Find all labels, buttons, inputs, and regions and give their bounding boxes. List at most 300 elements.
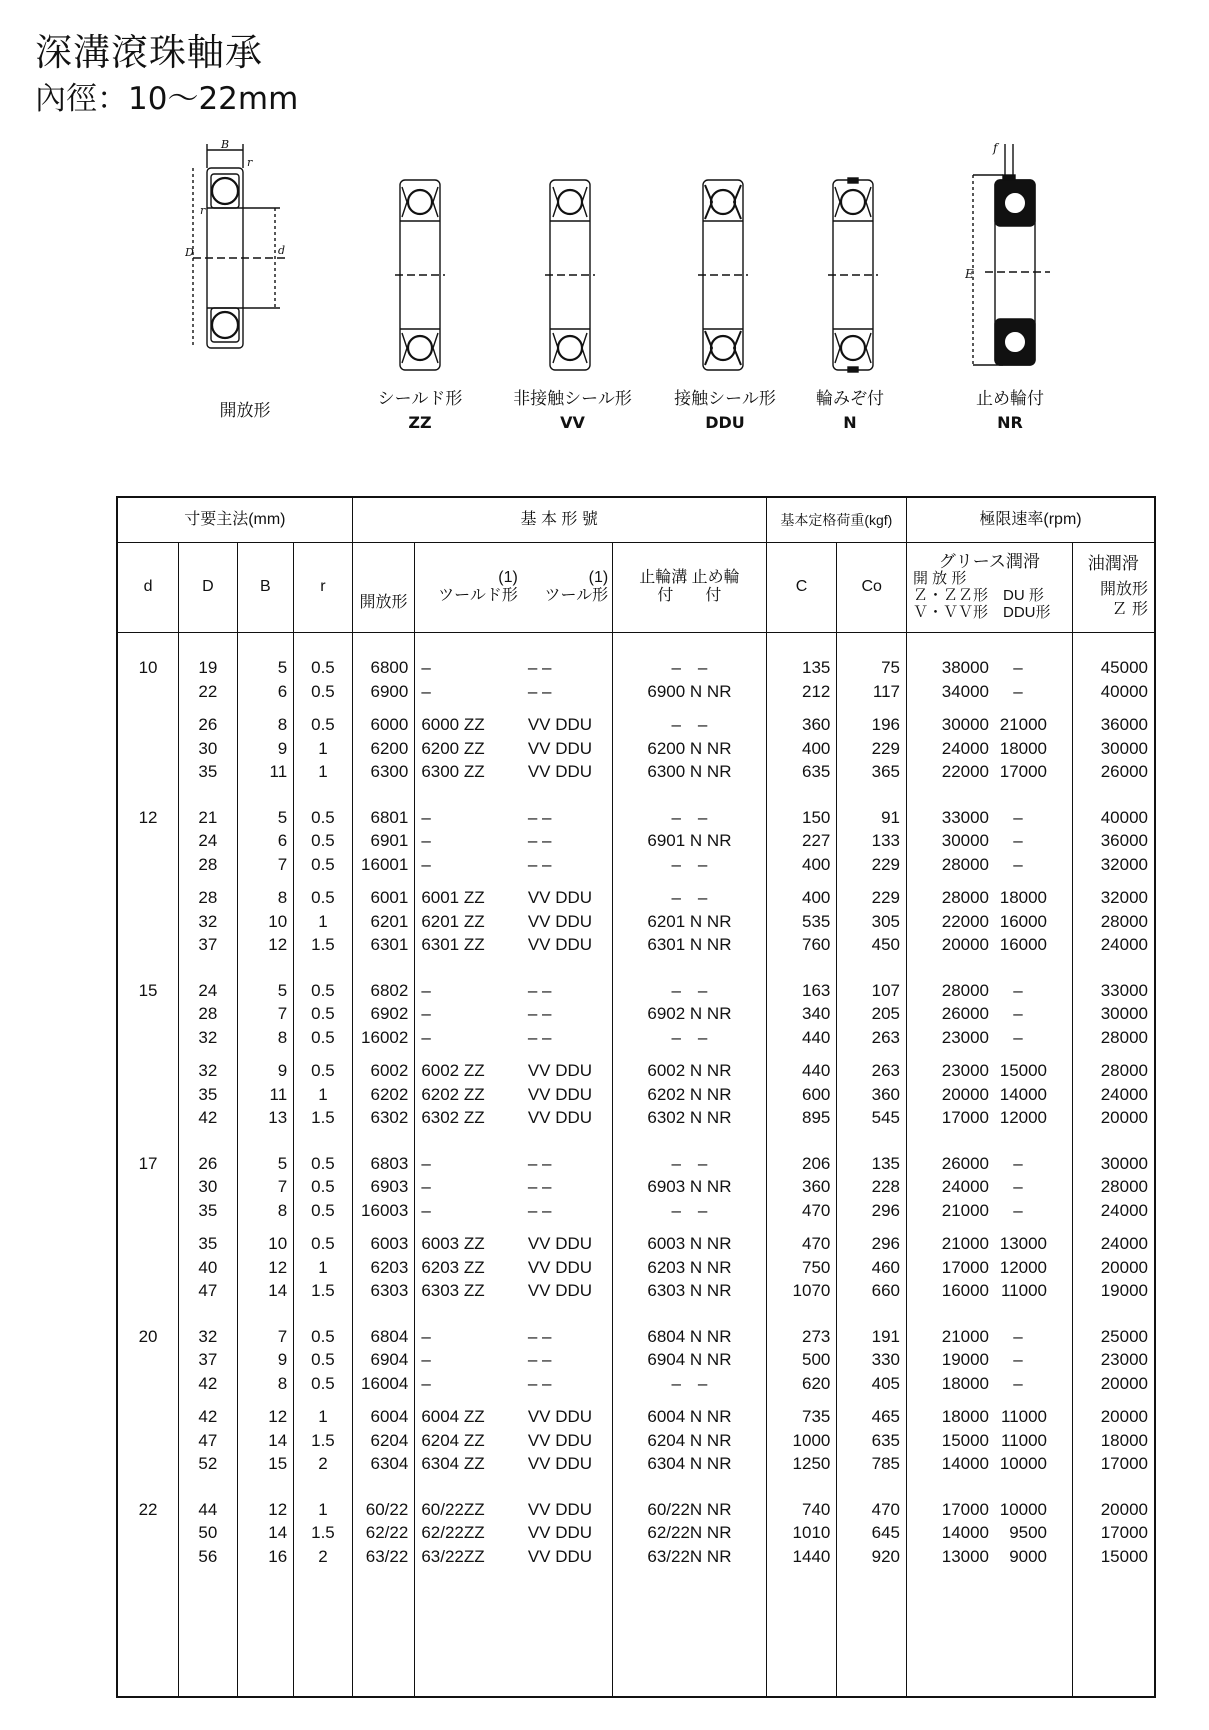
cell-grease-speed: 22000 16000 bbox=[941, 911, 1048, 931]
cell-seal-type: VV DDU bbox=[527, 1084, 593, 1104]
cell-open-type: 16001 bbox=[361, 854, 409, 874]
cell-seal-type: – – bbox=[527, 807, 552, 827]
cell-outer-D: 24 bbox=[198, 831, 218, 850]
cell-width-B: 7 bbox=[277, 1326, 288, 1346]
cell-snap-type: 6202 N NR bbox=[647, 1084, 732, 1104]
cell-grease-speed: 23000 15000 bbox=[941, 1061, 1048, 1080]
cell-width-B: 5 bbox=[277, 980, 288, 1000]
cell-seal-type: VV DDU bbox=[527, 1454, 593, 1473]
header-grease: グリース潤滑 開 放 形 Ｚ・ＺＺ形 DU 形 Ｖ・ＶＶ形 DDU形 bbox=[907, 542, 1073, 632]
cell-open-type: 6304 bbox=[370, 1454, 409, 1473]
cell-oil-speed: 40000 bbox=[1100, 807, 1148, 827]
cell-snap-type: – – bbox=[671, 807, 708, 827]
cell-dynamic-load: 470 bbox=[801, 1200, 831, 1220]
cell-width-B: 5 bbox=[277, 807, 288, 827]
cell-grease-speed: 30000 – bbox=[941, 831, 1023, 850]
cell-static-load: 660 bbox=[871, 1281, 901, 1300]
cell-grease-speed: 23000 – bbox=[941, 1027, 1023, 1047]
cell-shield-type: – bbox=[421, 980, 431, 1000]
cell-shield-type: 63/22ZZ bbox=[421, 1546, 485, 1566]
cell-seal-type: – – bbox=[527, 854, 552, 874]
diagram-n bbox=[828, 175, 878, 375]
cell-seal-type: VV DDU bbox=[527, 762, 593, 781]
header-dims: 寸要主法(mm) bbox=[117, 497, 352, 542]
cell-dynamic-load: 150 bbox=[801, 807, 831, 827]
cell-seal-type: – – bbox=[527, 1200, 552, 1220]
cell-open-type: 16003 bbox=[361, 1200, 409, 1220]
cell-radius-r: 1 bbox=[318, 1257, 328, 1277]
cell-oil-speed: 28000 bbox=[1100, 911, 1148, 931]
cell-open-type: 6002 bbox=[370, 1061, 409, 1080]
cell-dynamic-load: 895 bbox=[801, 1108, 831, 1127]
cell-oil-speed: 20000 bbox=[1100, 1499, 1148, 1519]
cell-snap-type: – – bbox=[671, 980, 708, 1000]
cell-oil-speed: 36000 bbox=[1100, 715, 1148, 734]
diagram-vv bbox=[545, 175, 595, 375]
cell-seal-type: – – bbox=[527, 1153, 552, 1173]
cell-empty bbox=[118, 760, 178, 784]
cell-open-type: 6204 bbox=[370, 1430, 409, 1450]
cell-static-load: 450 bbox=[871, 935, 901, 954]
cell-outer-D: 30 bbox=[198, 1177, 218, 1196]
cell-grease-speed: 28000 – bbox=[941, 980, 1023, 1000]
cell-width-B: 12 bbox=[268, 1499, 288, 1519]
cell-grease-speed: 28000 18000 bbox=[941, 888, 1048, 907]
cell-open-type: 6800 bbox=[370, 658, 409, 677]
cell-width-B: 16 bbox=[268, 1546, 288, 1566]
cell-seal-type: VV DDU bbox=[527, 715, 593, 734]
cell-seal-type: VV DDU bbox=[527, 888, 593, 907]
cell-snap-type: 6804 N NR bbox=[647, 1326, 732, 1346]
cell-radius-r: 0.5 bbox=[311, 1200, 335, 1220]
cell-snap-type: 6301 N NR bbox=[647, 935, 732, 954]
cell-grease-speed: 22000 17000 bbox=[941, 762, 1048, 781]
cell-snap-type: 6902 N NR bbox=[647, 1004, 732, 1023]
cell-shield-type: 6000 ZZ bbox=[421, 715, 485, 734]
cell-static-load: 191 bbox=[871, 1326, 901, 1346]
cell-width-B: 9 bbox=[277, 1350, 288, 1369]
cell-dynamic-load: 360 bbox=[801, 715, 831, 734]
cell-open-type: 6203 bbox=[370, 1257, 409, 1277]
cell-seal-type: – – bbox=[527, 1004, 552, 1023]
cell-oil-speed: 33000 bbox=[1100, 980, 1148, 1000]
cell-shield-type: – bbox=[421, 1373, 431, 1393]
cell-grease-speed: 21000 – bbox=[941, 1326, 1023, 1346]
cell-outer-D: 35 bbox=[198, 1234, 218, 1253]
cell-open-type: 6003 bbox=[370, 1234, 409, 1253]
cell-shield-type: 6003 ZZ bbox=[421, 1234, 485, 1253]
cell-width-B: 9 bbox=[277, 738, 288, 758]
diagram-ddu bbox=[698, 175, 748, 375]
cell-radius-r: 0.5 bbox=[311, 715, 335, 734]
cell-empty bbox=[118, 933, 178, 957]
cell-bore-d: 10 bbox=[138, 658, 158, 677]
cell-dynamic-load: 273 bbox=[801, 1326, 831, 1346]
cell-outer-D: 35 bbox=[198, 762, 218, 781]
cell-open-type: 6302 bbox=[370, 1108, 409, 1127]
cell-outer-D: 30 bbox=[198, 738, 218, 758]
cell-open-type: 6200 bbox=[370, 738, 409, 758]
table-body-row bbox=[117, 632, 1155, 1697]
cell-width-B: 8 bbox=[277, 1200, 288, 1220]
cell-shield-type: 6200 ZZ bbox=[421, 738, 485, 758]
svg-text:D: D bbox=[185, 246, 194, 259]
cell-open-type: 6904 bbox=[370, 1350, 409, 1369]
cell-empty bbox=[118, 1545, 178, 1569]
cell-seal-type: VV DDU bbox=[527, 1108, 593, 1127]
cell-oil-speed: 19000 bbox=[1100, 1281, 1148, 1300]
header-d: d bbox=[117, 542, 179, 632]
cell-width-B: 10 bbox=[268, 1234, 288, 1253]
cell-oil-speed: 30000 bbox=[1100, 1004, 1148, 1023]
cell-radius-r: 1 bbox=[318, 762, 328, 781]
cell-static-load: 205 bbox=[871, 1004, 901, 1023]
cell-empty bbox=[118, 1002, 178, 1026]
cell-radius-r: 1 bbox=[318, 738, 328, 758]
cell-empty bbox=[118, 1106, 178, 1130]
cell-dynamic-load: 760 bbox=[801, 935, 831, 954]
cell-radius-r: 0.5 bbox=[311, 1373, 335, 1393]
cell-shield-type: – bbox=[421, 807, 431, 827]
svg-text:E: E bbox=[965, 267, 974, 281]
cell-dynamic-load: 535 bbox=[801, 911, 831, 931]
cell-radius-r: 0.5 bbox=[311, 888, 335, 907]
cell-outer-D: 32 bbox=[198, 1061, 218, 1080]
cell-dynamic-load: 500 bbox=[801, 1350, 831, 1369]
cell-seal-type: VV DDU bbox=[527, 1407, 593, 1426]
cell-static-load: 465 bbox=[871, 1407, 901, 1426]
cell-shield-type: 6303 ZZ bbox=[421, 1281, 485, 1300]
cell-static-load: 107 bbox=[871, 980, 901, 1000]
cell-grease-speed: 15000 11000 bbox=[941, 1430, 1048, 1450]
cell-static-load: 785 bbox=[871, 1454, 901, 1473]
cell-seal-type: – – bbox=[527, 1373, 552, 1393]
header-row-2 bbox=[117, 542, 1155, 632]
cell-grease-speed: 17000 10000 bbox=[941, 1499, 1048, 1519]
cell-radius-r: 0.5 bbox=[311, 980, 335, 1000]
diagram-nr-label: 止め輪付 NR bbox=[976, 389, 1044, 432]
cell-grease-speed: 21000 13000 bbox=[941, 1234, 1048, 1253]
cell-static-load: 405 bbox=[871, 1373, 901, 1393]
cell-shield-type: 6203 ZZ bbox=[421, 1257, 485, 1277]
cell-empty bbox=[118, 1429, 178, 1453]
cell-empty bbox=[118, 680, 178, 704]
cell-grease-speed: 19000 – bbox=[941, 1350, 1023, 1369]
cell-static-load: 135 bbox=[871, 1153, 901, 1173]
cell-seal-type: – – bbox=[527, 1027, 552, 1047]
cell-width-B: 13 bbox=[268, 1108, 288, 1127]
cell-snap-type: 6300 N NR bbox=[647, 762, 732, 781]
cell-outer-D: 26 bbox=[198, 715, 218, 734]
cell-radius-r: 1 bbox=[318, 1084, 328, 1104]
cell-static-load: 75 bbox=[881, 658, 901, 677]
cell-dynamic-load: 163 bbox=[801, 980, 831, 1000]
cell-outer-D: 52 bbox=[198, 1454, 218, 1473]
cell-open-type: 6803 bbox=[370, 1153, 409, 1173]
cell-dynamic-load: 212 bbox=[801, 681, 831, 701]
cell-oil-speed: 32000 bbox=[1100, 854, 1148, 874]
cell-shield-type: – bbox=[421, 1350, 431, 1369]
cell-oil-speed: 24000 bbox=[1100, 1200, 1148, 1220]
cell-radius-r: 0.5 bbox=[311, 1234, 335, 1253]
cell-shield-type: 60/22ZZ bbox=[421, 1499, 485, 1519]
cell-radius-r: 0.5 bbox=[311, 1350, 335, 1369]
cell-width-B: 6 bbox=[277, 831, 288, 850]
cell-grease-speed: 26000 – bbox=[941, 1004, 1023, 1023]
cell-open-type: 6001 bbox=[370, 888, 409, 907]
cell-open-type: 6902 bbox=[370, 1004, 409, 1023]
cell-dynamic-load: 135 bbox=[801, 658, 831, 677]
cell-bore-d: 12 bbox=[138, 807, 158, 827]
cell-dynamic-load: 440 bbox=[801, 1027, 831, 1047]
cell-static-load: 920 bbox=[871, 1546, 901, 1566]
header-load: 基本定格荷重(kgf) bbox=[766, 497, 906, 542]
cell-dynamic-load: 400 bbox=[801, 738, 831, 758]
cell-open-type: 6900 bbox=[370, 681, 409, 701]
cell-radius-r: 1.5 bbox=[311, 1108, 335, 1127]
cell-width-B: 15 bbox=[268, 1454, 288, 1473]
cell-snap-type: 6201 N NR bbox=[647, 911, 732, 931]
cell-seal-type: VV DDU bbox=[527, 935, 593, 954]
cell-open-type: 6804 bbox=[370, 1326, 409, 1346]
cell-shield-type: – bbox=[421, 681, 431, 701]
cell-shield-type: 6202 ZZ bbox=[421, 1084, 485, 1104]
cell-dynamic-load: 620 bbox=[801, 1373, 831, 1393]
cell-static-load: 365 bbox=[871, 762, 901, 781]
diagram-open-label: 開放形 bbox=[219, 401, 271, 421]
cell-bore-d: 22 bbox=[138, 1499, 158, 1519]
cell-shield-type: 6002 ZZ bbox=[421, 1061, 485, 1080]
cell-static-load: 360 bbox=[871, 1084, 901, 1104]
cell-outer-D: 24 bbox=[198, 980, 218, 1000]
cell-shield-type: 6001 ZZ bbox=[421, 888, 485, 907]
cell-snap-type: – – bbox=[671, 888, 708, 907]
cell-grease-speed: 17000 12000 bbox=[941, 1108, 1048, 1127]
cell-snap-type: 6203 N NR bbox=[647, 1257, 732, 1277]
cell-grease-speed: 14000 10000 bbox=[941, 1454, 1048, 1473]
bearing-snapring-icon bbox=[965, 140, 1060, 375]
cell-outer-D: 40 bbox=[198, 1257, 218, 1277]
cell-empty bbox=[118, 737, 178, 761]
cell-width-B: 7 bbox=[277, 854, 288, 874]
cell-width-B: 12 bbox=[268, 1407, 288, 1426]
cell-width-B: 14 bbox=[268, 1281, 288, 1300]
cell-static-load: 545 bbox=[871, 1108, 901, 1127]
cell-dynamic-load: 1070 bbox=[792, 1281, 831, 1300]
header-B: B bbox=[237, 542, 294, 632]
cell-shield-type: – bbox=[421, 1326, 431, 1346]
cell-open-type: 6000 bbox=[370, 715, 409, 734]
cell-empty bbox=[118, 1232, 178, 1256]
cell-snap-type: 63/22N NR bbox=[647, 1546, 732, 1566]
cell-grease-speed: 34000 – bbox=[941, 681, 1023, 701]
header-speed: 極限速率(rpm) bbox=[907, 497, 1155, 542]
cell-radius-r: 0.5 bbox=[311, 831, 335, 850]
cell-shield-type: 6304 ZZ bbox=[421, 1454, 485, 1473]
cell-open-type: 6901 bbox=[370, 831, 409, 850]
cell-grease-speed: 20000 16000 bbox=[941, 935, 1048, 954]
cell-open-type: 63/22 bbox=[365, 1546, 409, 1566]
cell-radius-r: 1 bbox=[318, 1499, 328, 1519]
cell-outer-D: 35 bbox=[198, 1084, 218, 1104]
bearing-spec-table bbox=[116, 496, 1156, 1698]
cell-oil-speed: 32000 bbox=[1100, 888, 1148, 907]
cell-grease-speed: 26000 – bbox=[941, 1153, 1023, 1173]
cell-radius-r: 2 bbox=[318, 1546, 328, 1566]
cell-static-load: 296 bbox=[871, 1234, 901, 1253]
cell-bore-d: 17 bbox=[138, 1153, 158, 1173]
cell-radius-r: 1 bbox=[318, 911, 328, 931]
cell-outer-D: 37 bbox=[198, 935, 218, 954]
cell-oil-speed: 28000 bbox=[1100, 1027, 1148, 1047]
cell-outer-D: 28 bbox=[198, 888, 218, 907]
cell-shield-type: 62/22ZZ bbox=[421, 1523, 485, 1542]
cell-radius-r: 0.5 bbox=[311, 1326, 335, 1346]
header-row-1 bbox=[117, 497, 1155, 542]
cell-outer-D: 50 bbox=[198, 1523, 218, 1542]
cell-oil-speed: 30000 bbox=[1100, 738, 1148, 758]
cell-width-B: 8 bbox=[277, 1027, 288, 1047]
cell-open-type: 60/22 bbox=[365, 1499, 409, 1519]
diagram-nr bbox=[965, 140, 1060, 375]
cell-seal-type: – – bbox=[527, 1177, 552, 1196]
cell-empty bbox=[118, 1083, 178, 1107]
header-r: r bbox=[294, 542, 353, 632]
cell-dynamic-load: 440 bbox=[801, 1061, 831, 1080]
cell-grease-speed: 24000 18000 bbox=[941, 738, 1048, 758]
cell-open-type: 6300 bbox=[370, 762, 409, 781]
cell-grease-speed: 16000 11000 bbox=[941, 1281, 1048, 1300]
cell-outer-D: 22 bbox=[198, 681, 218, 701]
cell-seal-type: VV DDU bbox=[527, 1281, 593, 1300]
cell-static-load: 263 bbox=[871, 1027, 901, 1047]
cell-bore-d: 20 bbox=[138, 1326, 158, 1346]
cell-radius-r: 0.5 bbox=[311, 1027, 335, 1047]
cell-oil-speed: 30000 bbox=[1100, 1153, 1148, 1173]
cell-snap-type: 6303 N NR bbox=[647, 1281, 732, 1300]
cell-oil-speed: 36000 bbox=[1100, 831, 1148, 850]
cell-oil-speed: 20000 bbox=[1100, 1373, 1148, 1393]
cell-width-B: 8 bbox=[277, 1373, 288, 1393]
cell-snap-type: 6004 N NR bbox=[647, 1407, 732, 1426]
header-snap: 止輪溝 止め輪 付 付 bbox=[613, 542, 767, 632]
cell-width-B: 7 bbox=[277, 1177, 288, 1196]
svg-text:f: f bbox=[993, 141, 998, 155]
cell-width-B: 12 bbox=[268, 1257, 288, 1277]
diagram-open bbox=[185, 140, 295, 360]
cell-static-load: 133 bbox=[871, 831, 901, 850]
cell-radius-r: 1.5 bbox=[311, 1523, 335, 1542]
cell-dynamic-load: 206 bbox=[801, 1153, 831, 1173]
cell-width-B: 8 bbox=[277, 888, 288, 907]
cell-oil-speed: 20000 bbox=[1100, 1407, 1148, 1426]
cell-open-type: 6301 bbox=[370, 935, 409, 954]
cell-dynamic-load: 1250 bbox=[792, 1454, 831, 1473]
cell-oil-speed: 20000 bbox=[1100, 1108, 1148, 1127]
cell-oil-speed: 23000 bbox=[1100, 1350, 1148, 1369]
header-D: D bbox=[179, 542, 238, 632]
diagram-n-label: 輪みぞ付 N bbox=[816, 389, 884, 432]
cell-dynamic-load: 400 bbox=[801, 888, 831, 907]
cell-dynamic-load: 400 bbox=[801, 854, 831, 874]
svg-text:B: B bbox=[221, 140, 230, 151]
cell-open-type: 6801 bbox=[370, 807, 409, 827]
cell-snap-type: 60/22N NR bbox=[647, 1499, 732, 1519]
cell-outer-D: 32 bbox=[198, 911, 218, 931]
cell-shield-type: 6300 ZZ bbox=[421, 762, 485, 781]
cell-outer-D: 26 bbox=[198, 1153, 218, 1173]
bearing-open-icon bbox=[185, 140, 295, 360]
cell-empty bbox=[118, 910, 178, 934]
cell-outer-D: 28 bbox=[198, 854, 218, 874]
cell-static-load: 645 bbox=[871, 1523, 901, 1542]
cell-dynamic-load: 600 bbox=[801, 1084, 831, 1104]
diagram-vv-label: 非接触シール形 VV bbox=[513, 389, 632, 432]
cell-bore-d: 15 bbox=[138, 980, 158, 1000]
cell-outer-D: 21 bbox=[198, 807, 218, 827]
cell-outer-D: 28 bbox=[198, 1004, 218, 1023]
cell-radius-r: 0.5 bbox=[311, 681, 335, 701]
header-shield: (1) ツールド形 bbox=[415, 542, 522, 632]
cell-snap-type: – – bbox=[671, 1373, 708, 1393]
cell-empty bbox=[118, 1372, 178, 1396]
bearing-ddu-icon bbox=[698, 175, 748, 375]
cell-snap-type: 6200 N NR bbox=[647, 738, 732, 758]
cell-oil-speed: 40000 bbox=[1100, 681, 1148, 701]
cell-snap-type: 6204 N NR bbox=[647, 1430, 732, 1450]
cell-dynamic-load: 750 bbox=[801, 1257, 831, 1277]
cell-empty bbox=[118, 1348, 178, 1372]
cell-static-load: 263 bbox=[871, 1061, 901, 1080]
cell-width-B: 10 bbox=[268, 911, 288, 931]
cell-snap-type: – – bbox=[671, 715, 708, 734]
cell-shield-type: 6201 ZZ bbox=[421, 911, 485, 931]
cell-snap-type: – – bbox=[671, 1153, 708, 1173]
cell-seal-type: – – bbox=[527, 831, 552, 850]
cell-width-B: 5 bbox=[277, 658, 288, 677]
cell-radius-r: 1.5 bbox=[311, 1281, 335, 1300]
cell-oil-speed: 24000 bbox=[1100, 1234, 1148, 1253]
diagram-zz-label: シールド形 ZZ bbox=[377, 389, 463, 432]
cell-outer-D: 19 bbox=[198, 658, 218, 677]
cell-outer-D: 35 bbox=[198, 1200, 218, 1220]
cell-shield-type: 6302 ZZ bbox=[421, 1108, 485, 1127]
header-Co: Co bbox=[837, 542, 907, 632]
header-types: 基 本 形 號 bbox=[352, 497, 766, 542]
header-open: 開放形 bbox=[352, 542, 415, 632]
cell-radius-r: 1 bbox=[318, 1407, 328, 1426]
cell-outer-D: 42 bbox=[198, 1373, 218, 1393]
cell-open-type: 16004 bbox=[361, 1373, 409, 1393]
cell-grease-speed: 20000 14000 bbox=[941, 1084, 1048, 1104]
cell-shield-type: – bbox=[421, 1177, 431, 1196]
cell-empty bbox=[118, 1521, 178, 1545]
cell-seal-type: VV DDU bbox=[527, 1430, 593, 1450]
cell-width-B: 7 bbox=[277, 1004, 288, 1023]
cell-seal-type: VV DDU bbox=[527, 738, 593, 758]
cell-snap-type: – – bbox=[671, 1027, 708, 1047]
page-title: 深溝滾珠軸承 bbox=[35, 31, 263, 74]
cell-shield-type: – bbox=[421, 1027, 431, 1047]
cell-open-type: 6802 bbox=[370, 980, 409, 1000]
cell-seal-type: – – bbox=[527, 1350, 552, 1369]
cell-oil-speed: 20000 bbox=[1100, 1257, 1148, 1277]
cell-dynamic-load: 340 bbox=[801, 1004, 831, 1023]
svg-text:r: r bbox=[200, 204, 206, 217]
cell-dynamic-load: 635 bbox=[801, 762, 831, 781]
cell-oil-speed: 18000 bbox=[1100, 1430, 1148, 1450]
cell-dynamic-load: 1000 bbox=[792, 1430, 831, 1450]
